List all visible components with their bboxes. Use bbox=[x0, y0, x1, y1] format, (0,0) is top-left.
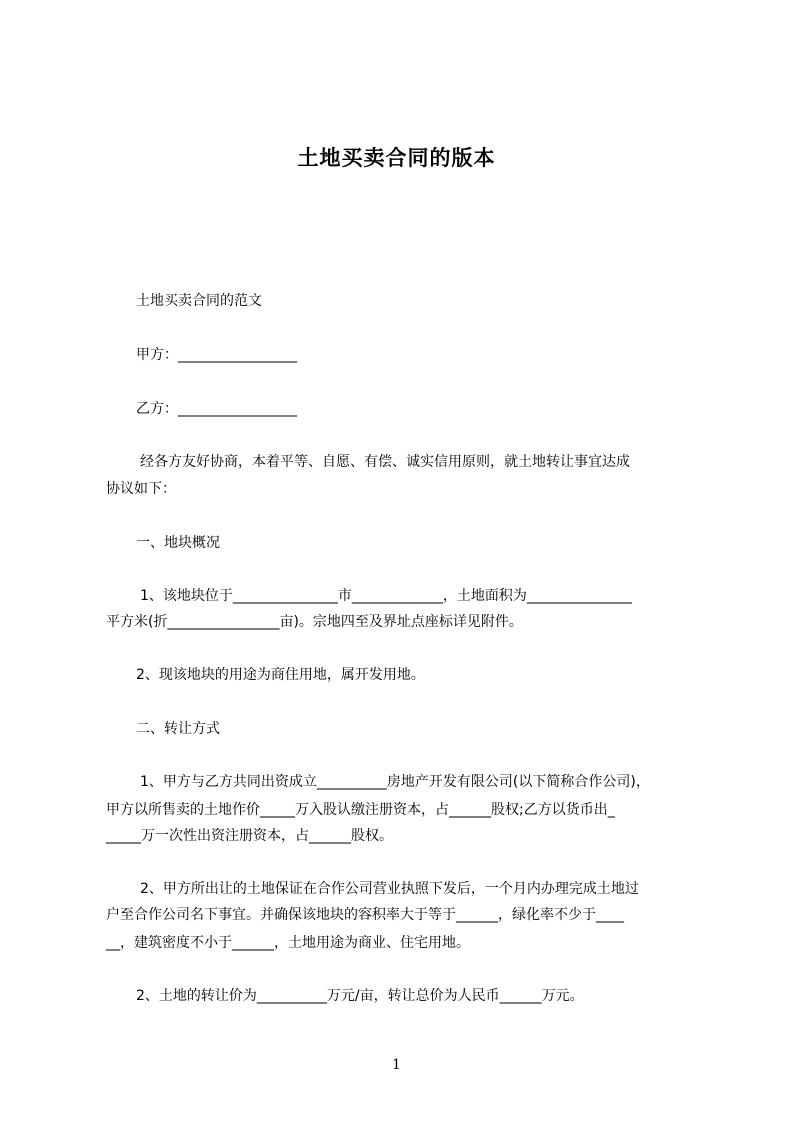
section-1-heading: 一、地块概况 bbox=[136, 535, 220, 551]
s1-item1-line-1: 1、该地块位于_______________市_____________，土地面积为_______________ bbox=[140, 588, 632, 604]
s2-item1-line-2: 甲方以所售卖的土地作价_____万入股认缴注册资本，占______股权;乙方以货币出_ bbox=[106, 802, 615, 818]
s2-item1-line-1: 1、甲方与乙方共同出资成立__________房地产开发有限公司(以下简称合作公司)， bbox=[140, 774, 650, 790]
s1-item1-line-2: 平方米(折________________亩)。宗地四至及界址点座标详见附件。 bbox=[106, 614, 523, 630]
section-2-heading: 二、转让方式 bbox=[136, 721, 220, 737]
s2-item2-line-2: 户至合作公司名下事宜。并确保该地块的容积率大于等于______，绿化率不少于____ bbox=[106, 907, 624, 923]
intro-line-1: 经各方友好协商，本着平等、自愿、有偿、诚实信用原则，就土地转让事宜达成 bbox=[140, 454, 630, 470]
s2-item2-line-1: 2、甲方所出让的土地保证在合作公司营业执照下发后，一个月内办理完成土地过 bbox=[140, 881, 639, 897]
s2-item2-line-3: __，建筑密度不小于______，土地用途为商业、住宅用地。 bbox=[106, 935, 470, 951]
intro-line-2: 协议如下： bbox=[106, 481, 176, 497]
party-a-line: 甲方：_________________ bbox=[136, 347, 297, 363]
s2-item1-line-3: _____万一次性出资注册资本，占______股权。 bbox=[106, 828, 393, 844]
page-number: 1 bbox=[392, 1057, 401, 1073]
s2-item3: 2、土地的转让价为__________万元/亩，转让总价为人民币______万元。 bbox=[136, 988, 584, 1004]
s1-item2: 2、现该地块的用途为商住用地，属开发用地。 bbox=[136, 667, 425, 683]
document-subtitle: 土地买卖合同的范文 bbox=[136, 293, 262, 309]
document-title: 土地买卖合同的版本 bbox=[297, 146, 496, 170]
party-b-line: 乙方：_________________ bbox=[136, 401, 297, 417]
